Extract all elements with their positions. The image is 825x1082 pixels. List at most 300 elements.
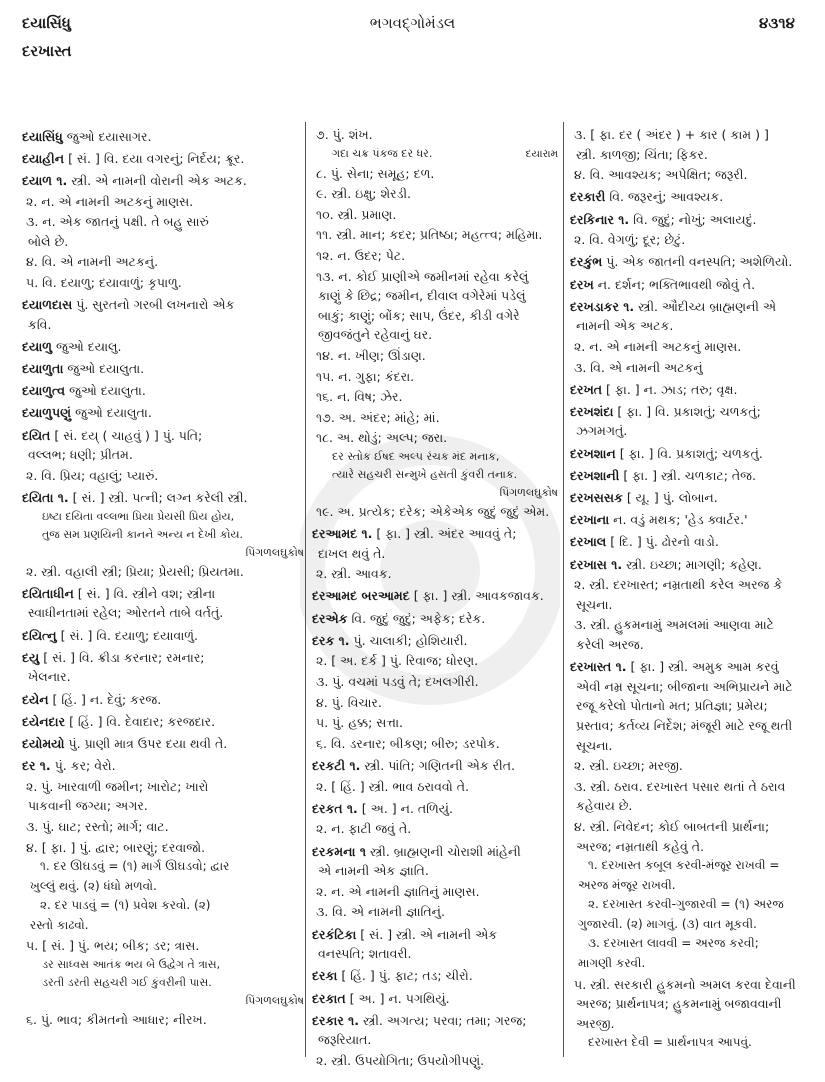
entry-text: ૧૭. અ. અંદર; માંહે; માં. (316, 409, 440, 425)
headword: દયાળ ૧. (22, 172, 68, 188)
dictionary-entry (570, 380, 806, 400)
dictionary-entry (312, 756, 558, 776)
dictionary-entry (570, 510, 806, 530)
entry-text: જીવજંતુને રહેવાનું ઘર. (318, 327, 433, 343)
entry-text: [ યૂ. ] પું. લોબાન. (626, 490, 718, 506)
entry-text: વિ. જરૂરનું; આવશ્યક. (609, 189, 724, 205)
entry-line (312, 672, 558, 692)
headword: દયિત (22, 427, 51, 443)
entry-text: સ્ત્રી. ઇચ્છા; માગણી; કહેણ. (626, 556, 762, 572)
entry-line (570, 716, 806, 736)
entry-line (570, 145, 806, 165)
entry-text: ૨. વિ. પ્રિય; વહાલું; પ્યારું. (26, 467, 159, 483)
entry-text: ડરતી ડરતી સહચરી ગઈ કુંવરીની પાસ. (42, 976, 212, 990)
entry-text: જુઓ દયાલુતા. (67, 361, 145, 377)
entry-text: ૨. સ્ત્રી. ઇચ્છા; મરજી. (574, 758, 683, 774)
entry-text: જુઓ દયાલુતા. (69, 383, 146, 399)
dictionary-entry (22, 337, 304, 357)
headword: દરખશાન (570, 445, 616, 461)
entry-text: સ્ત્રી. પાંતિ; ગણિતની એક રીત. (364, 758, 515, 773)
quotation-line (312, 448, 558, 466)
idiom-line (22, 877, 304, 897)
entry-text: ૧૦. સ્ત્રી. પ્રમાણ. (316, 206, 397, 222)
entry-line (570, 796, 806, 816)
entry-text: પું. એક જાતની વનસ્પતિ; અશેળિયો. (606, 254, 793, 270)
entry-text: ખુલ્લું થવું. (૨) ધંધો મળવો. (30, 878, 157, 893)
idiom-line (570, 954, 806, 974)
entry-line (22, 445, 304, 465)
entry-text: પિંગળલઘુકોષ (245, 994, 304, 1008)
column-2 (312, 124, 558, 1070)
entry-text: એ નામની એક જ્ઞાતિ. (318, 863, 429, 879)
idiom-line (570, 856, 806, 876)
entry-line (570, 696, 806, 716)
entry-text: [ દિ. ] પું. ઢોરનો વાડો. (610, 534, 719, 550)
entry-text: ૫. વિ. દયાળુ; દયાવાળું; કૃપાળુ. (26, 274, 182, 290)
entry-line (570, 165, 806, 185)
headword: દયાળુત્વ (22, 383, 66, 399)
entry-text: નામની એક અટક. (576, 318, 674, 334)
entry-text: પિંગળલઘુકોષ (499, 485, 558, 499)
entry-line (570, 125, 806, 145)
entry-line (312, 205, 558, 225)
entry-text: ૧૫. ન. ગુફા; કંદરા. (316, 368, 415, 384)
entry-text: [ ફા. ] ન. ઝાડ; તરુ; વૃક્ષ. (606, 381, 738, 397)
headword: દરઆમદ બરઆમદ (312, 588, 410, 604)
entry-line (22, 232, 304, 252)
entry-text: ૩. ન. એક જાતનું પક્ષી. તે બહુ સારું (26, 214, 209, 230)
dictionary-entry (312, 609, 558, 629)
headword: દરખાસ ૧. (570, 556, 623, 572)
dictionary-entry (312, 631, 558, 651)
entry-text: [ સં. ] સ્ત્રી. એ નામની એક (360, 926, 498, 942)
headword: દરકાત (312, 990, 346, 1006)
dictionary-entry (312, 524, 558, 544)
headword: દરકા (312, 968, 338, 984)
entry-text: ૩. સ્ત્રી. ઠરાવ. દરખાસ્ત પસાર થતાં તે ઠરાવ (574, 778, 786, 794)
dictionary-entry (22, 690, 304, 710)
entry-text: પિંગળલઘુકોષ (245, 545, 304, 559)
entry-text: જુઓ દયાસાગર. (66, 128, 152, 144)
entry-text: ૩. વિ. એ નામની અટકનું (574, 359, 703, 375)
entry-text: જુઓ દયાલુતા. (75, 405, 152, 421)
headword: દયાળદાસ (22, 297, 73, 313)
headword: દયુ (22, 649, 40, 665)
entry-text: કરેલી અરજ. (576, 636, 644, 652)
dictionary-entry (22, 149, 304, 169)
entry-line (312, 164, 558, 184)
headword: દરખસસક (570, 490, 623, 506)
entry-text: ૨. [ હિં. ] સ્ત્રી. ભાવ ઠરાવવો તે. (316, 778, 470, 794)
entry-line (22, 777, 304, 797)
entry-text: ૩. પું. વચમાં પડવું તે; દખલગીરી. (316, 674, 479, 690)
entry-line (312, 125, 558, 145)
headword: દયાળુતા (22, 361, 64, 377)
entry-text: ૧૧. સ્ત્રી. માન; કદર; પ્રતિષ્ઠા; મહત્ત્વ; મહિમા. (316, 227, 543, 243)
dictionary-entry (570, 444, 806, 464)
quotation-source (312, 484, 558, 501)
entry-line (312, 225, 558, 245)
entry-line (312, 346, 558, 366)
entry-text: ૨. ન. ફાટી જવું તે. (316, 821, 412, 837)
entry-text: ૨. પું. ખારવાળી જમીન; ખારોટ; ખારો (26, 778, 209, 794)
entry-text: સ્ત્રી. બ્રાહ્મણની ચોરાશી માંહેની (369, 843, 521, 859)
entry-text: ૩. [ ફા. દર ( અંદર ) + કાર ( કામ ) ] (574, 127, 769, 142)
dictionary-entry (570, 657, 806, 677)
dictionary-entry (22, 648, 304, 668)
idiom-line (570, 1033, 806, 1053)
dictionary-entry (312, 1011, 558, 1031)
entry-text: પું. પ્રાણી માત્ર ઉપર દયા થવી તે. (68, 735, 228, 751)
entry-text: ૧. દરખાસ્ત કબૂલ કરવી-મંજૂર રાખવી = (588, 858, 780, 873)
quotation-line (22, 956, 304, 974)
guide-word-last: દરખાસ્ત (22, 42, 72, 60)
entry-text: વિ. જુદું જુદું; અફેક; દરેક. (351, 610, 486, 626)
entry-text: સ્ત્રી. ઔદીચ્ય બ્રાહ્મણની એ (638, 298, 777, 314)
entry-text: ૩. પું. ઘાટ; રસ્તો; માર્ગ; વાટ. (26, 818, 169, 834)
entry-text: જરૂરિયાત. (318, 1032, 372, 1048)
entry-text: ૪. વિ. એ નામની અટકનું. (26, 254, 159, 270)
dictionary-entry (22, 127, 304, 147)
entry-text: બાકું; કાણું; બોંક; સાપ, ઉંદર, કીડી વગેરે (318, 307, 520, 323)
entry-text: કહેવાય છે. (576, 798, 633, 814)
entry-text: [ ફા. ] સ્ત્રી. ચળકાટ; તેજ. (623, 467, 756, 483)
entry-text: ૨. સ્ત્રી. ઉપયોગિતા; ઉપયોગીપણું. (316, 1052, 485, 1068)
column-divider (305, 122, 306, 1057)
entry-text: ૨. દરખાસ્ત કરવી-ગુજારવી = (૧) અરજ (588, 897, 784, 912)
entry-text: ૯. સ્ત્રી. ઇક્ષુ; શેરડી. (316, 186, 411, 202)
entry-text: ૩. વિ. એ નામની જ્ઞાતિનું. (316, 904, 445, 920)
dictionary-entry (22, 488, 304, 508)
entry-text: ૧. દર ઊઘડવું = (૧) માર્ગ ઊઘડવો; દ્વાર (40, 859, 230, 874)
quotation-line (22, 526, 304, 544)
entry-text: ૫. પું. હક્ક; સત્તા. (316, 715, 404, 731)
dictionary-entry (570, 532, 806, 552)
headword: દરકિનાર ૧. (570, 211, 630, 227)
entry-text: ૫. સ્ત્રી. સરકારી હુકમનો અમલ કરવા દેવાની (574, 976, 796, 992)
entry-text: ન. વડું મથક; 'હેડ ક્વાર્ટર.' (613, 512, 748, 528)
headword: દરકટી ૧. (312, 758, 361, 773)
entry-line (570, 677, 806, 697)
entry-text: ૨. સ્ત્રી. આવક. (316, 566, 392, 582)
entry-text: [ હિં. ] વિ. દેવાદાર; કરજદાર. (69, 713, 216, 729)
entry-text: ૨. દર પાડવું = (૧) પ્રવેશ કરવો. (૨) (40, 898, 211, 913)
dictionary-entry (22, 584, 304, 604)
dictionary-entry (312, 966, 558, 986)
idiom-line (22, 916, 304, 936)
entry-text: પું. કર; વેરો. (54, 758, 116, 774)
entry-text: ૧૮. અ. થોડું; અલ્પ; જરા. (316, 430, 448, 446)
entry-line (22, 838, 304, 858)
quotation-line (312, 466, 558, 484)
entry-line (22, 667, 304, 687)
headword: દર ૧. (22, 758, 51, 774)
entry-line (312, 184, 558, 204)
headword: દરક ૧. (312, 632, 350, 648)
entry-text: ૧૬. ન. વિષ; ઝેર. (316, 389, 403, 405)
entry-line (312, 286, 558, 306)
entry-text: ૧૯. અ. પ્રત્યેક; દરેક; એકેએક જુદું જુદું એમ. (316, 503, 550, 519)
headword: દરખડાકર ૧. (570, 298, 635, 314)
headword: દયિત્નુ (22, 627, 57, 643)
entry-line (312, 267, 558, 287)
entry-text: ૨. ન. એ નામની જ્ઞાતિનું માણસ. (316, 883, 480, 899)
entry-text: ૨. ન. એ નામની અટકનું માણસ. (26, 193, 194, 209)
guide-word-first: દયાસિંધુ (22, 14, 71, 32)
entry-line (570, 595, 806, 615)
dictionary-entry (570, 488, 806, 508)
entry-text: ૩. દરખાસ્ત લાવવી = અરજ કરવી; (588, 936, 759, 951)
entry-text: ૬. પું. ભાવ; કીમતનો આધાર; નીરખ. (26, 1012, 207, 1028)
entry-text: [ ફા. ] સ્ત્રી. અંદર આવવું તે; (376, 526, 517, 542)
entry-text: ૪. વિ. આવશ્યક; અપેક્ષિત; જરૂરી. (574, 167, 748, 183)
headword: દરખાલ (570, 534, 607, 550)
dictionary-entry (312, 842, 558, 862)
entry-text: [ હિં. ] ન. દેવું; કરજ. (52, 691, 162, 707)
entry-text: ૪. [ ફા. ] પું. દ્વાર; બારણું; દરવાજો. (26, 839, 206, 855)
entry-text: માગણી કરવી. (578, 956, 646, 971)
idiom-line (570, 915, 806, 935)
entry-text: ૧૪. ન. ખીણ; ઊંડાણ. (316, 347, 426, 363)
dictionary-entry (570, 210, 806, 230)
entry-text: અરજ; પ્રાર્થનાપત્ર; હુકમનામું બજાવવાની (576, 996, 782, 1012)
dictionary-entry (22, 712, 304, 732)
entry-line (312, 861, 558, 881)
entry-text: પાકવાની જગ્યા; અગર. (28, 798, 148, 814)
entry-text: તુજ સમ પ્રણયિની કાનને અન્ય ન દેખી કોય. (42, 527, 243, 541)
entry-text: ૨. વિ. વેગળું; દૂર; છેટું. (574, 232, 686, 248)
entry-line (570, 777, 806, 797)
dictionary-entry (312, 925, 558, 945)
entry-text: ૨. સ્ત્રી. દરખાસ્ત; નમ્રતાથી કરેલ અરજ કે (574, 577, 783, 593)
entry-text: [ હિં. ] પું. ફાટ; તડ; ચીરો. (341, 968, 473, 984)
entry-line (570, 736, 806, 756)
entry-line (22, 315, 304, 335)
dictionary-entry (570, 275, 806, 295)
entry-line (312, 544, 558, 564)
entry-text: ૬. વિ. ડરનાર; બીકણ; બીરુ; ડરપોક. (316, 735, 500, 751)
quotation-source: દયારામ (525, 147, 558, 160)
dictionary-entry (570, 466, 806, 486)
entry-line (22, 817, 304, 837)
entry-line (570, 975, 806, 995)
headword: દરખત (570, 381, 603, 397)
entry-text: [ સં. દય્ ( ચાહવું ) ] પું. પતિ; (54, 427, 203, 443)
idiom-line (22, 896, 304, 916)
entry-text: ૨. [ અ. દર્ક ] પું. રિવાજ; ધોરણ. (316, 653, 479, 669)
entry-line (570, 575, 806, 595)
entry-text: સ્ત્રી. એ નામની વોરાની એક અટક. (71, 172, 247, 188)
entry-line (570, 756, 806, 776)
entry-line (312, 693, 558, 713)
headword: દરકાર ૧. (312, 1012, 360, 1028)
entry-line (570, 837, 806, 857)
headword: દયેન (22, 691, 49, 707)
entry-text: પું. સુરતનો ગરબી લખનારો એક (76, 297, 235, 313)
entry-text: ૨. ન. એ નામની અટકનું માણસ. (574, 338, 742, 354)
entry-text: ખેલનાર. (28, 669, 71, 685)
idiom-line (570, 895, 806, 915)
entry-line (312, 428, 558, 448)
headword: દયોમયો (22, 735, 65, 751)
entry-line (570, 337, 806, 357)
headword: દયાળુ (22, 338, 53, 354)
entry-text: સ્વાધીનતામાં રહેલ; ઓરતને તાબે વર્તતું. (28, 605, 224, 621)
headword: દયિતાધીન (22, 585, 74, 601)
entry-line (312, 387, 558, 407)
dictionary-entry (570, 297, 806, 317)
entry-line (570, 230, 806, 250)
entry-text: ૩. સ્ત્રી. હુકમનામું અમલમાં આણવા માટે (574, 617, 774, 633)
entry-line (570, 635, 806, 655)
headword: દયેનદાર (22, 713, 66, 729)
entry-text: વનસ્પતિ; શતાવરી. (318, 946, 412, 962)
entry-text: ૧૩. ન. કોઈ પ્રાણીએ જમીનમાં રહેવા કરેલું (316, 268, 529, 284)
dictionary-entry (22, 756, 304, 776)
entry-text: ૫. [ સં. ] પું. ભય; બીક; ડર; ત્રાસ. (26, 938, 200, 954)
entry-text: જુઓ દયાલુ. (56, 338, 122, 354)
entry-line (570, 316, 806, 336)
entry-line (22, 603, 304, 623)
entry-line (570, 994, 806, 1014)
entry-line (570, 817, 806, 837)
quotation-line (312, 145, 558, 163)
entry-text: ઝગમગતું. (576, 423, 628, 439)
entry-text: દર સ્તોક ઈષદ અલ્પ રંચક મંદ મનાક, (332, 449, 500, 463)
entry-text: ગુજારવી. (૨) માગવું. (૩) વાત મૂકવી. (578, 916, 757, 931)
headword: દરખ (570, 276, 594, 292)
entry-text: ત્યારે સહચરી સન્મુખે હસતી કુંવરી તનાક. (332, 467, 518, 481)
entry-line (22, 273, 304, 293)
entry-line (312, 306, 558, 326)
idiom-line (570, 876, 806, 896)
entry-text: સ્ત્રી. કાળજી; ચિંતા; ફિકર. (576, 146, 708, 162)
entry-text: ૪. પું. વિચાર. (316, 694, 382, 710)
column-divider (563, 122, 564, 1057)
dictionary-entry (570, 252, 806, 272)
entry-line (312, 713, 558, 733)
entry-text: કાણું કે છિદ્ર; જમીન, દીવાલ વગેરેમાં પડેલું (318, 288, 526, 304)
entry-text: કવિ. (28, 316, 52, 332)
entry-line (312, 502, 558, 522)
entry-text: સૂચના. (576, 737, 613, 753)
quotation-line (22, 974, 304, 992)
entry-line (570, 615, 806, 635)
entry-text: વિ. જુદું; નોખું; અલાયદું. (633, 211, 757, 227)
entry-text: [ ફા. ] વિ. પ્રકાશતું; ચળકતું; (617, 403, 761, 419)
headword: દરકત ૧. (312, 800, 358, 816)
entry-line (312, 408, 558, 428)
entry-line (312, 564, 558, 584)
quotation-source (22, 544, 304, 561)
dictionary-entry (312, 586, 558, 606)
dictionary-entry (22, 359, 304, 379)
entry-line (22, 252, 304, 272)
entry-text: ૪. સ્ત્રી. નિવેદન; કોઈ બાબતની પ્રાર્થના; (574, 818, 770, 834)
entry-text: ઇષ્ટા દયિતા વલ્લભા પ્રિયા પ્રેયસી પ્રિય હોય, (42, 509, 235, 523)
entry-text: [ અ. ] ન. પગથિયું. (349, 990, 450, 1006)
entry-line (22, 1010, 304, 1030)
entry-line (312, 777, 558, 797)
headword: દયાહીન (22, 150, 65, 166)
dictionary-entry (570, 555, 806, 575)
entry-line (22, 466, 304, 486)
entry-line (22, 562, 304, 582)
entry-text: અરજ; નમ્રતાથી કહેવું તે. (576, 838, 705, 854)
idiom-line (22, 857, 304, 877)
headword: દરકારી (570, 189, 606, 205)
entry-text: અરજી. (576, 1015, 615, 1031)
entry-text: પું. ચાલાકી; હોશિયારી. (353, 632, 468, 648)
entry-line (312, 325, 558, 345)
entry-text: દાખલ થવું તે. (318, 545, 386, 561)
dictionary-entry (22, 295, 304, 315)
entry-line (312, 1051, 558, 1071)
dictionary-entry (570, 187, 806, 207)
headword: દરએક (312, 610, 348, 626)
headword: દરકમના ૧ (312, 843, 366, 859)
entry-line (570, 1014, 806, 1034)
headword: દરખશાની (570, 467, 620, 483)
entry-line (312, 651, 558, 671)
entry-line (22, 212, 304, 232)
entry-text: [ સં. ] સ્ત્રી. પત્ની; લગ્ન કરેલી સ્ત્રી. (72, 490, 248, 506)
entry-line (312, 902, 558, 922)
quotation-source (22, 992, 304, 1009)
entry-line (570, 358, 806, 378)
entry-text: સૂચના. (576, 596, 613, 612)
dictionary-entry (22, 403, 304, 423)
quotation-line (22, 508, 304, 526)
entry-text: [ અ. ] ન. તળિયું. (361, 800, 453, 816)
headword: દરકુંભ (570, 254, 603, 270)
entry-text: [ સં. ] વિ. ક્રીડા કરનાર; રમનાર; (43, 649, 205, 665)
dictionary-entry (22, 626, 304, 646)
dictionary-entry (312, 989, 558, 1009)
entry-line (22, 936, 304, 956)
entry-text: [ સં. ] વિ. દયા વગરનું; નિર્દય; ક્રૂર. (68, 150, 245, 166)
entry-text: ૮. પું. સેના; સમૂહ; દળ. (316, 165, 435, 181)
entry-text: રસ્તો કાઢવો. (30, 917, 89, 932)
headword: દરખાસ્ત ૧. (570, 659, 627, 675)
entry-text: બોલે છે. (28, 233, 69, 249)
dictionary-entry (22, 171, 304, 191)
headword: દયાળુપણું (22, 405, 72, 421)
running-title: ભગવદ્ગોમંડલ (369, 14, 456, 32)
entry-line (312, 734, 558, 754)
entry-text: વલ્લભ; ધણી; પ્રીતમ. (28, 447, 133, 463)
dictionary-entry (22, 734, 304, 754)
entry-text: ન. દર્શન; ભક્તિભાવથી જોવું તે. (597, 276, 756, 292)
entry-text: ડર સાધ્વસ આતંક ભય બે ઉદ્વેગ તે ત્રાસ, (42, 958, 221, 972)
headword: દરઆમદ ૧. (312, 526, 373, 542)
dictionary-entry (22, 381, 304, 401)
entry-line (312, 882, 558, 902)
entry-text: ગદા ચક્ર પંકજ દર ધર. (332, 146, 433, 160)
entry-line (312, 1030, 558, 1050)
entry-line (570, 421, 806, 441)
entry-line (312, 367, 558, 387)
dictionary-entry (312, 799, 558, 819)
entry-text: ૨. સ્ત્રી. વહાલી સ્ત્રી; પ્રિયા; પ્રેયસી; પ્રિયતમા. (26, 563, 244, 579)
entry-text: [ સં. ] વિ. દયાળુ; દયાવાળું. (60, 627, 199, 643)
entry-text: સ્ત્રી. અગત્ય; પરવા; તમા; ગરજ; (363, 1012, 527, 1028)
headword: દરખશંદા (570, 403, 614, 419)
entry-line (22, 192, 304, 212)
headword: દરખાના (570, 512, 610, 528)
entry-text: [ સં. ] વિ. સ્ત્રીને વશ; સ્ત્રીના (77, 585, 216, 601)
entry-line (312, 819, 558, 839)
